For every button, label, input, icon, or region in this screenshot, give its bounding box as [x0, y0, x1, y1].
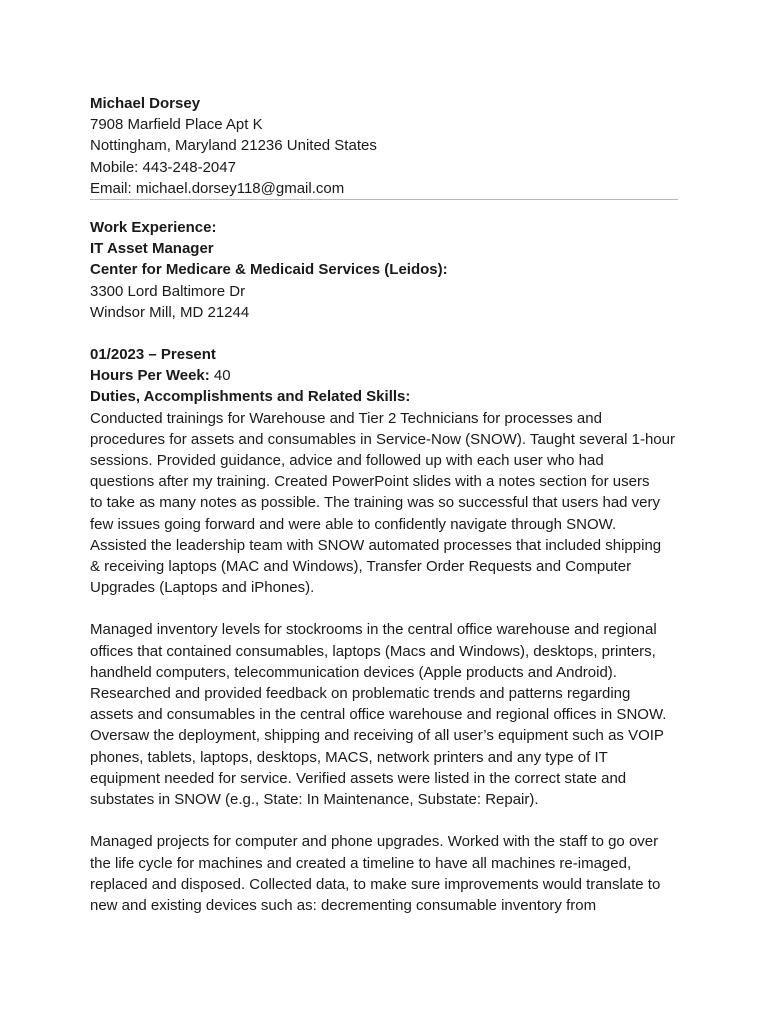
hours-per-week: [90, 365, 680, 386]
candidate-name: Michael Dorsey: [90, 95, 201, 112]
job-title: IT Asset Manager: [90, 240, 214, 258]
paragraph-line: the life cycle for machines and created a timeline to have all machines re-imaged,: [90, 854, 632, 872]
paragraph-line: replaced and disposed. Collected data, to make sure improvements would translate to: [90, 875, 661, 893]
mobile-number: Mobile: 443-248-2047: [90, 158, 236, 176]
duties-paragraph-1: [90, 408, 680, 599]
paragraph-line: offices that contained consumables, laptops (Macs and Windows), desktops, printers,: [90, 642, 656, 660]
paragraph-line: new and existing devices such as: decrementing consumable inventory from: [90, 896, 597, 914]
duties-heading: Duties, Accomplishments and Related Skills:: [90, 388, 411, 406]
paragraph-line: equipment needed for service. Verified assets were listed in the correct state and: [90, 769, 627, 787]
paragraph-line: Managed projects for computer and phone upgrades. Worked with the staff to go over: [90, 833, 659, 851]
paragraph-line: Upgrades (Laptops and iPhones).: [90, 579, 315, 597]
duties-paragraph-2: [90, 619, 680, 810]
paragraph-line: handheld computers, telecommunication devices (Apple products and Android).: [90, 663, 617, 681]
paragraph-line: Oversaw the deployment, shipping and receiving of all user’s equipment such as VOIP: [90, 727, 664, 745]
employer-street: 3300 Lord Baltimore Dr: [90, 282, 246, 300]
paragraph-line: phones, tablets, laptops, desktops, MACS, network printers and any type of IT: [90, 748, 608, 766]
paragraph-line: Conducted trainings for Warehouse and Tier 2 Technicians for processes and: [90, 409, 602, 427]
paragraph-line: Researched and provided feedback on problematic trends and patterns regarding: [90, 685, 631, 703]
paragraph-line: procedures for assets and consumables in Service-Now (SNOW). Taught several 1-hour: [90, 430, 675, 448]
paragraph-line: assets and consumables in the central office warehouse and regional offices in SNOW.: [90, 706, 667, 724]
paragraph-line: & receiving laptops (MAC and Windows), Transfer Order Requests and Computer: [90, 558, 632, 576]
paragraph-line: Assisted the leadership team with SNOW automated processes that included shipping: [90, 536, 662, 554]
employer-name: Center for Medicare & Medicaid Services (Leidos):: [90, 261, 448, 279]
paragraph-line: questions after my training. Created PowerPoint slides with a notes section for users: [90, 473, 650, 491]
employment-dates: 01/2023 – Present: [90, 346, 216, 364]
paragraph-line: sessions. Provided guidance, advice and followed up with each user who had: [90, 452, 604, 470]
paragraph-line: substates in SNOW (e.g., State: In Maintenance, Substate: Repair).: [90, 791, 539, 809]
address-line-2: Nottingham, Maryland 21236 United States: [90, 137, 377, 155]
work-experience-section: [90, 217, 680, 916]
contact-block: [90, 93, 680, 199]
paragraph-line: Managed inventory levels for stockrooms in the central office warehouse and regional: [90, 621, 657, 639]
hours-value: 40: [209, 367, 231, 385]
section-heading: Work Experience:: [90, 219, 217, 237]
hours-label: Hours Per Week:: [90, 367, 210, 385]
email-address: Email: michael.dorsey118@gmail.com: [90, 179, 345, 197]
paragraph-line: few issues going forward and were able to confidently navigate through SNOW.: [90, 515, 617, 533]
address-line-1: 7908 Marfield Place Apt K: [90, 116, 263, 134]
duties-paragraph-3: [90, 831, 680, 916]
employer-city: Windsor Mill, MD 21244: [90, 303, 250, 321]
resume-page: [90, 93, 680, 916]
paragraph-line: to take as many notes as possible. The training was so successful that users had very: [90, 494, 661, 512]
